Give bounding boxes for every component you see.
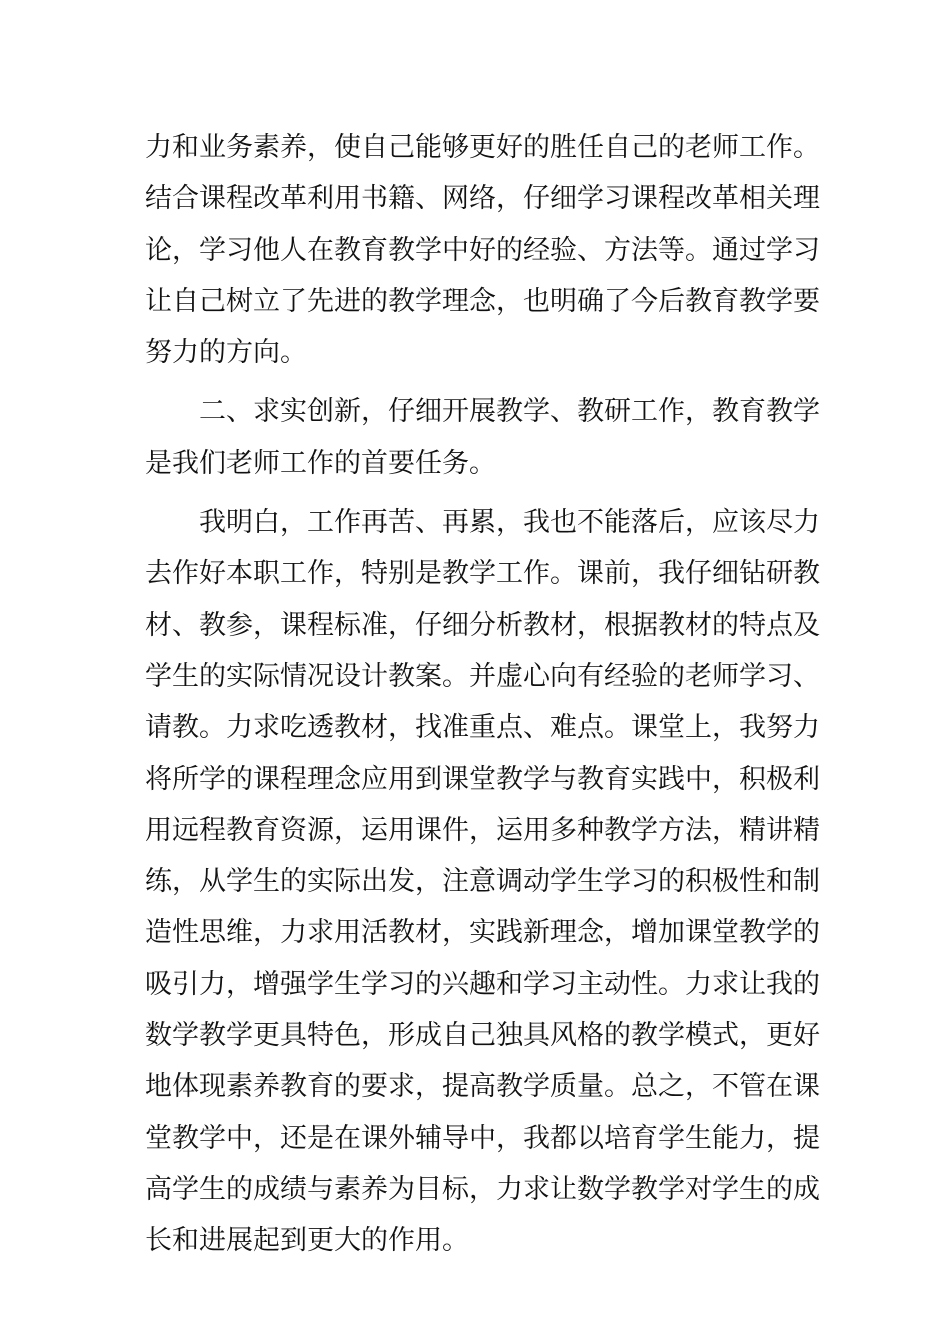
text-line: 练，从学生的实际出发，注意调动学生学习的积极性和制 (145, 866, 820, 898)
text-line: 长和进展起到更大的作用。 (145, 1225, 469, 1257)
document-body (145, 122, 820, 1267)
text-line: 地体现素养教育的要求，提高教学质量。总之，不管在课 (145, 1071, 820, 1103)
text-line: 用远程教育资源，运用课件，运用多种教学方法，精讲精 (145, 814, 820, 846)
text-line: 吸引力，增强学生学习的兴趣和学习主动性。力求让我的 (145, 968, 820, 1000)
paragraph-1 (145, 122, 820, 378)
text-line: 堂教学中，还是在课外辅导中，我都以培育学生能力，提 (145, 1122, 820, 1154)
text-line: 结合课程改革利用书籍、网络，仔细学习课程改革相关理 (145, 183, 820, 215)
text-line: 论，学习他人在教育教学中好的经验、方法等。通过学习 (145, 234, 820, 266)
text-line: 将所学的课程理念应用到课堂教学与教育实践中，积极利 (145, 763, 820, 795)
text-line: 造性思维，力求用活教材，实践新理念，增加课堂教学的 (145, 917, 820, 949)
paragraph-spacer (145, 378, 809, 386)
text-line: 请教。力求吃透教材，找准重点、难点。课堂上，我努力 (145, 712, 820, 744)
text-line: 学生的实际情况设计教案。并虚心向有经验的老师学习、 (145, 660, 820, 692)
paragraph-3 (145, 497, 820, 1266)
text-line: 让自己树立了先进的教学理念，也明确了今后教育教学要 (145, 285, 820, 317)
text-line: 我明白，工作再苦、再累，我也不能落后，应该尽力 (199, 507, 820, 539)
text-line: 高学生的成绩与素养为目标，力求让数学教学对学生的成 (145, 1173, 820, 1205)
paragraph-spacer (145, 489, 809, 497)
text-line: 二、求实创新，仔细开展教学、教研工作，教育教学 (199, 396, 820, 428)
text-line: 材、教参，课程标准，仔细分析教材，根据教材的特点及 (145, 609, 820, 641)
text-line: 去作好本职工作，特别是教学工作。课前，我仔细钻研教 (145, 558, 820, 590)
text-line: 是我们老师工作的首要任务。 (145, 447, 496, 479)
text-line: 努力的方向。 (145, 337, 307, 369)
paragraph-2 (145, 386, 820, 489)
text-line: 数学教学更具特色，形成自己独具风格的教学模式，更好 (145, 1020, 820, 1052)
text-line: 力和业务素养，使自己能够更好的胜任自己的老师工作。 (145, 132, 820, 163)
